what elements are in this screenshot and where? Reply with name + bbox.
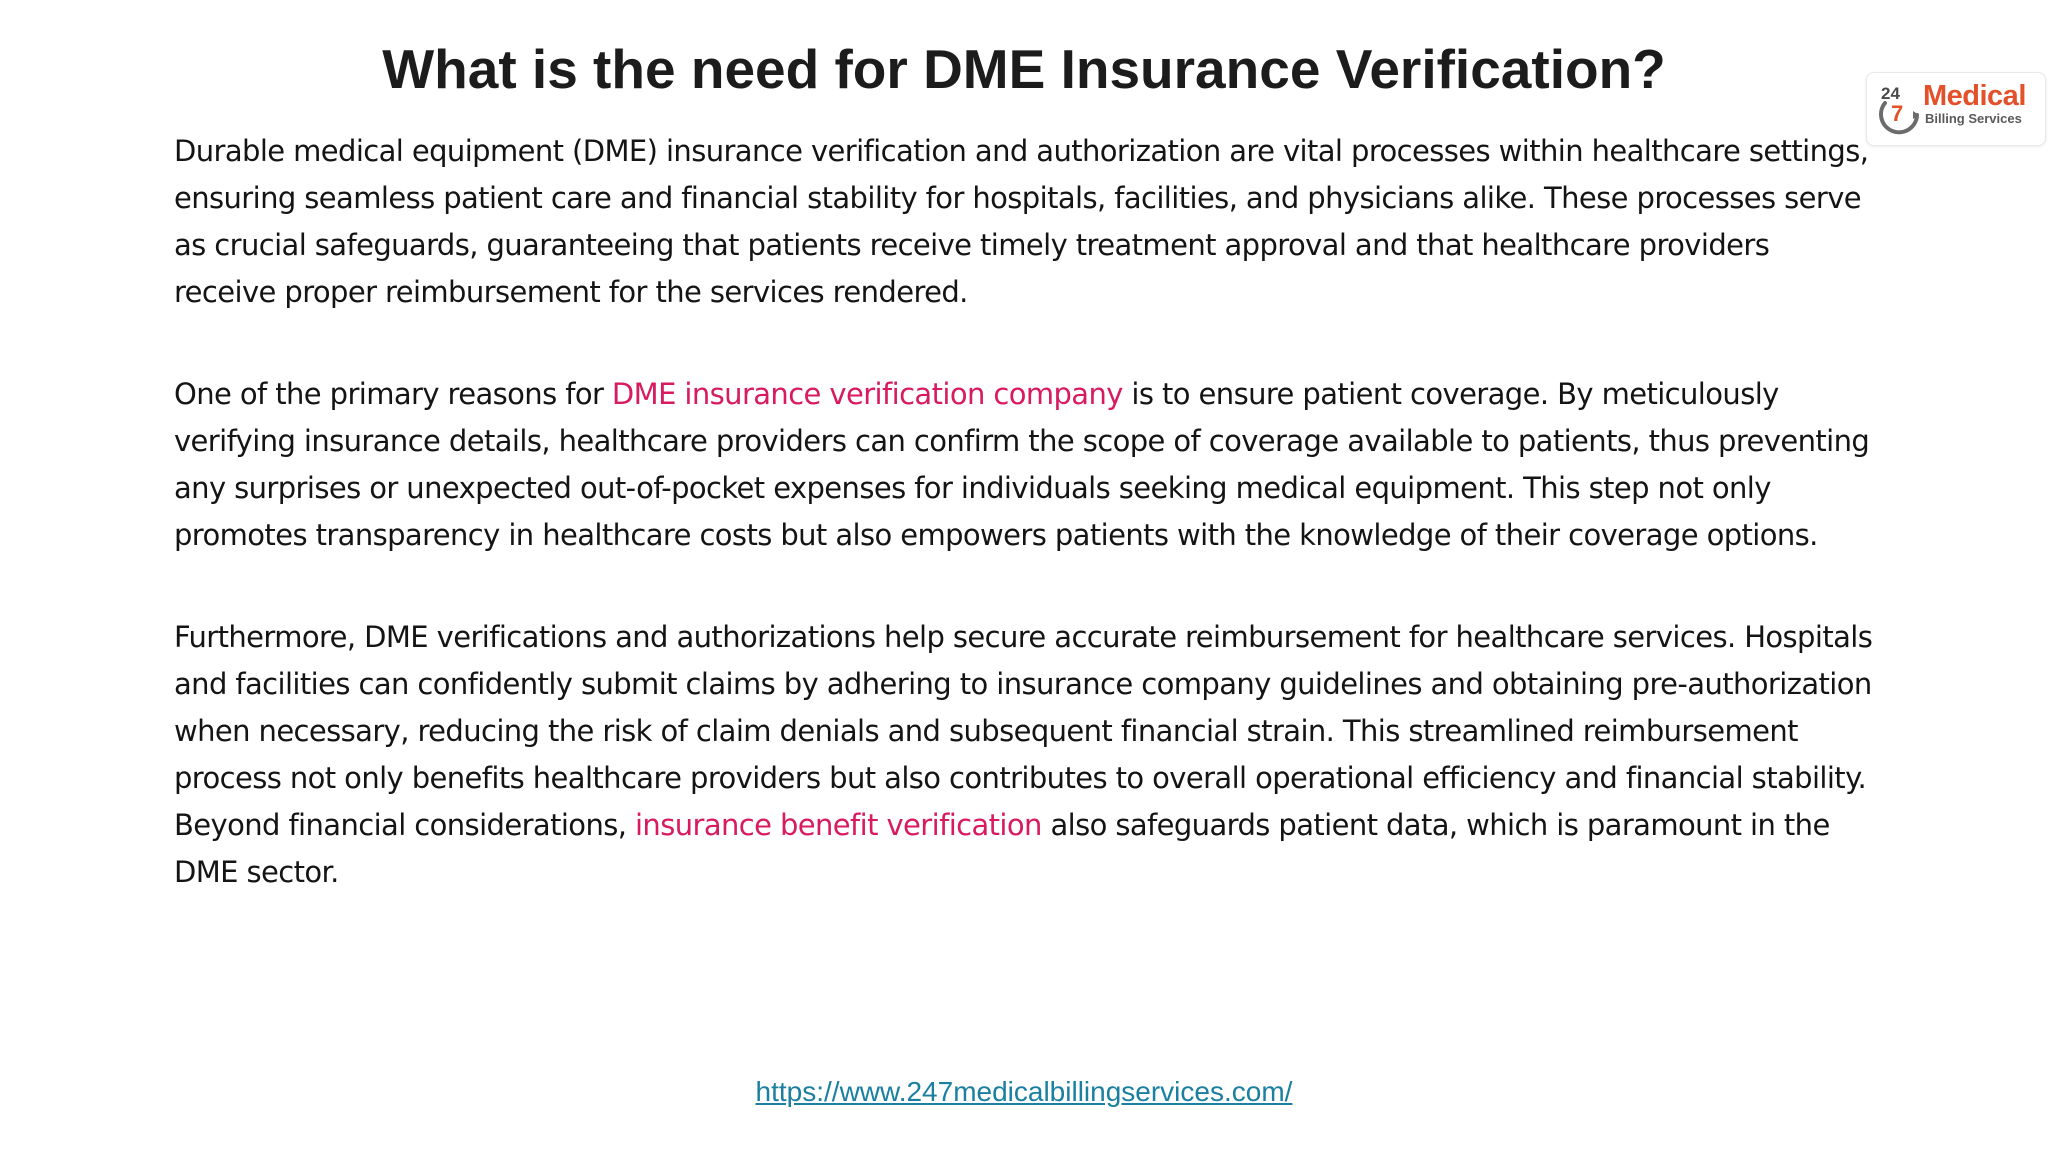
paragraph-3-after: also safeguards patient data, which is paramount in the DME sector. bbox=[174, 808, 1830, 889]
paragraph-3 bbox=[174, 614, 1874, 896]
paragraph-1-text: Durable medical equipment (DME) insurance verification and authorization are vital processes within healthcare settings, ensuring seamless patient care and financial stability for hospitals, facilities, and physicians alike. These processes serve as crucial safeguards, guaranteeing that patients receive timely treatment approval and that healthcare providers receive proper reimbursement for the services rendered. bbox=[174, 134, 1869, 309]
logo-sub-text: Billing Services bbox=[1925, 111, 2022, 126]
paragraph-2-after: is to ensure patient coverage. By meticulously verifying insurance details, healthcare providers can confirm the scope of coverage available to patients, thus preventing any surprises or unexpected out-of-pocket expenses for individuals seeking medical equipment. This step not only promotes transparency in healthcare costs but also empowers patients with the knowledge of their coverage options. bbox=[174, 377, 1870, 552]
page-title: What is the need for DME Insurance Verification? bbox=[382, 38, 1666, 100]
company-logo bbox=[1866, 72, 2046, 146]
paragraph-2-before: One of the primary reasons for bbox=[174, 377, 612, 411]
article-body bbox=[174, 128, 1874, 951]
paragraph-3-before: Furthermore, DME verifications and authorizations help secure accurate reimbursement for healthcare services. Hospitals and facilities can confidently submit claims by adhering to insurance company guidelines and obtaining pre-authorization when necessary, reducing the risk of claim denials and subsequent financial strain. This streamlined reimbursement process not only benefits healthcare providers but also contributes to overall operational efficiency and financial stability. Beyond financial considerations, bbox=[174, 620, 1873, 842]
logo-emblem-num: 7 bbox=[1891, 101, 1904, 126]
footer bbox=[0, 1072, 2048, 1112]
logo-emblem-text: 24 bbox=[1881, 84, 1900, 103]
insurance-benefit-verification-link[interactable]: insurance benefit verification bbox=[634, 808, 1042, 842]
logo-main-text: Medical bbox=[1923, 80, 2026, 112]
logo-emblem-icon bbox=[1877, 81, 1921, 137]
paragraph-2 bbox=[174, 371, 1874, 559]
website-link[interactable]: https://www.247medicalbillingservices.com/ bbox=[755, 1076, 1293, 1107]
dme-verification-company-link[interactable]: DME insurance verification company bbox=[611, 377, 1123, 411]
paragraph-1 bbox=[174, 128, 1874, 316]
